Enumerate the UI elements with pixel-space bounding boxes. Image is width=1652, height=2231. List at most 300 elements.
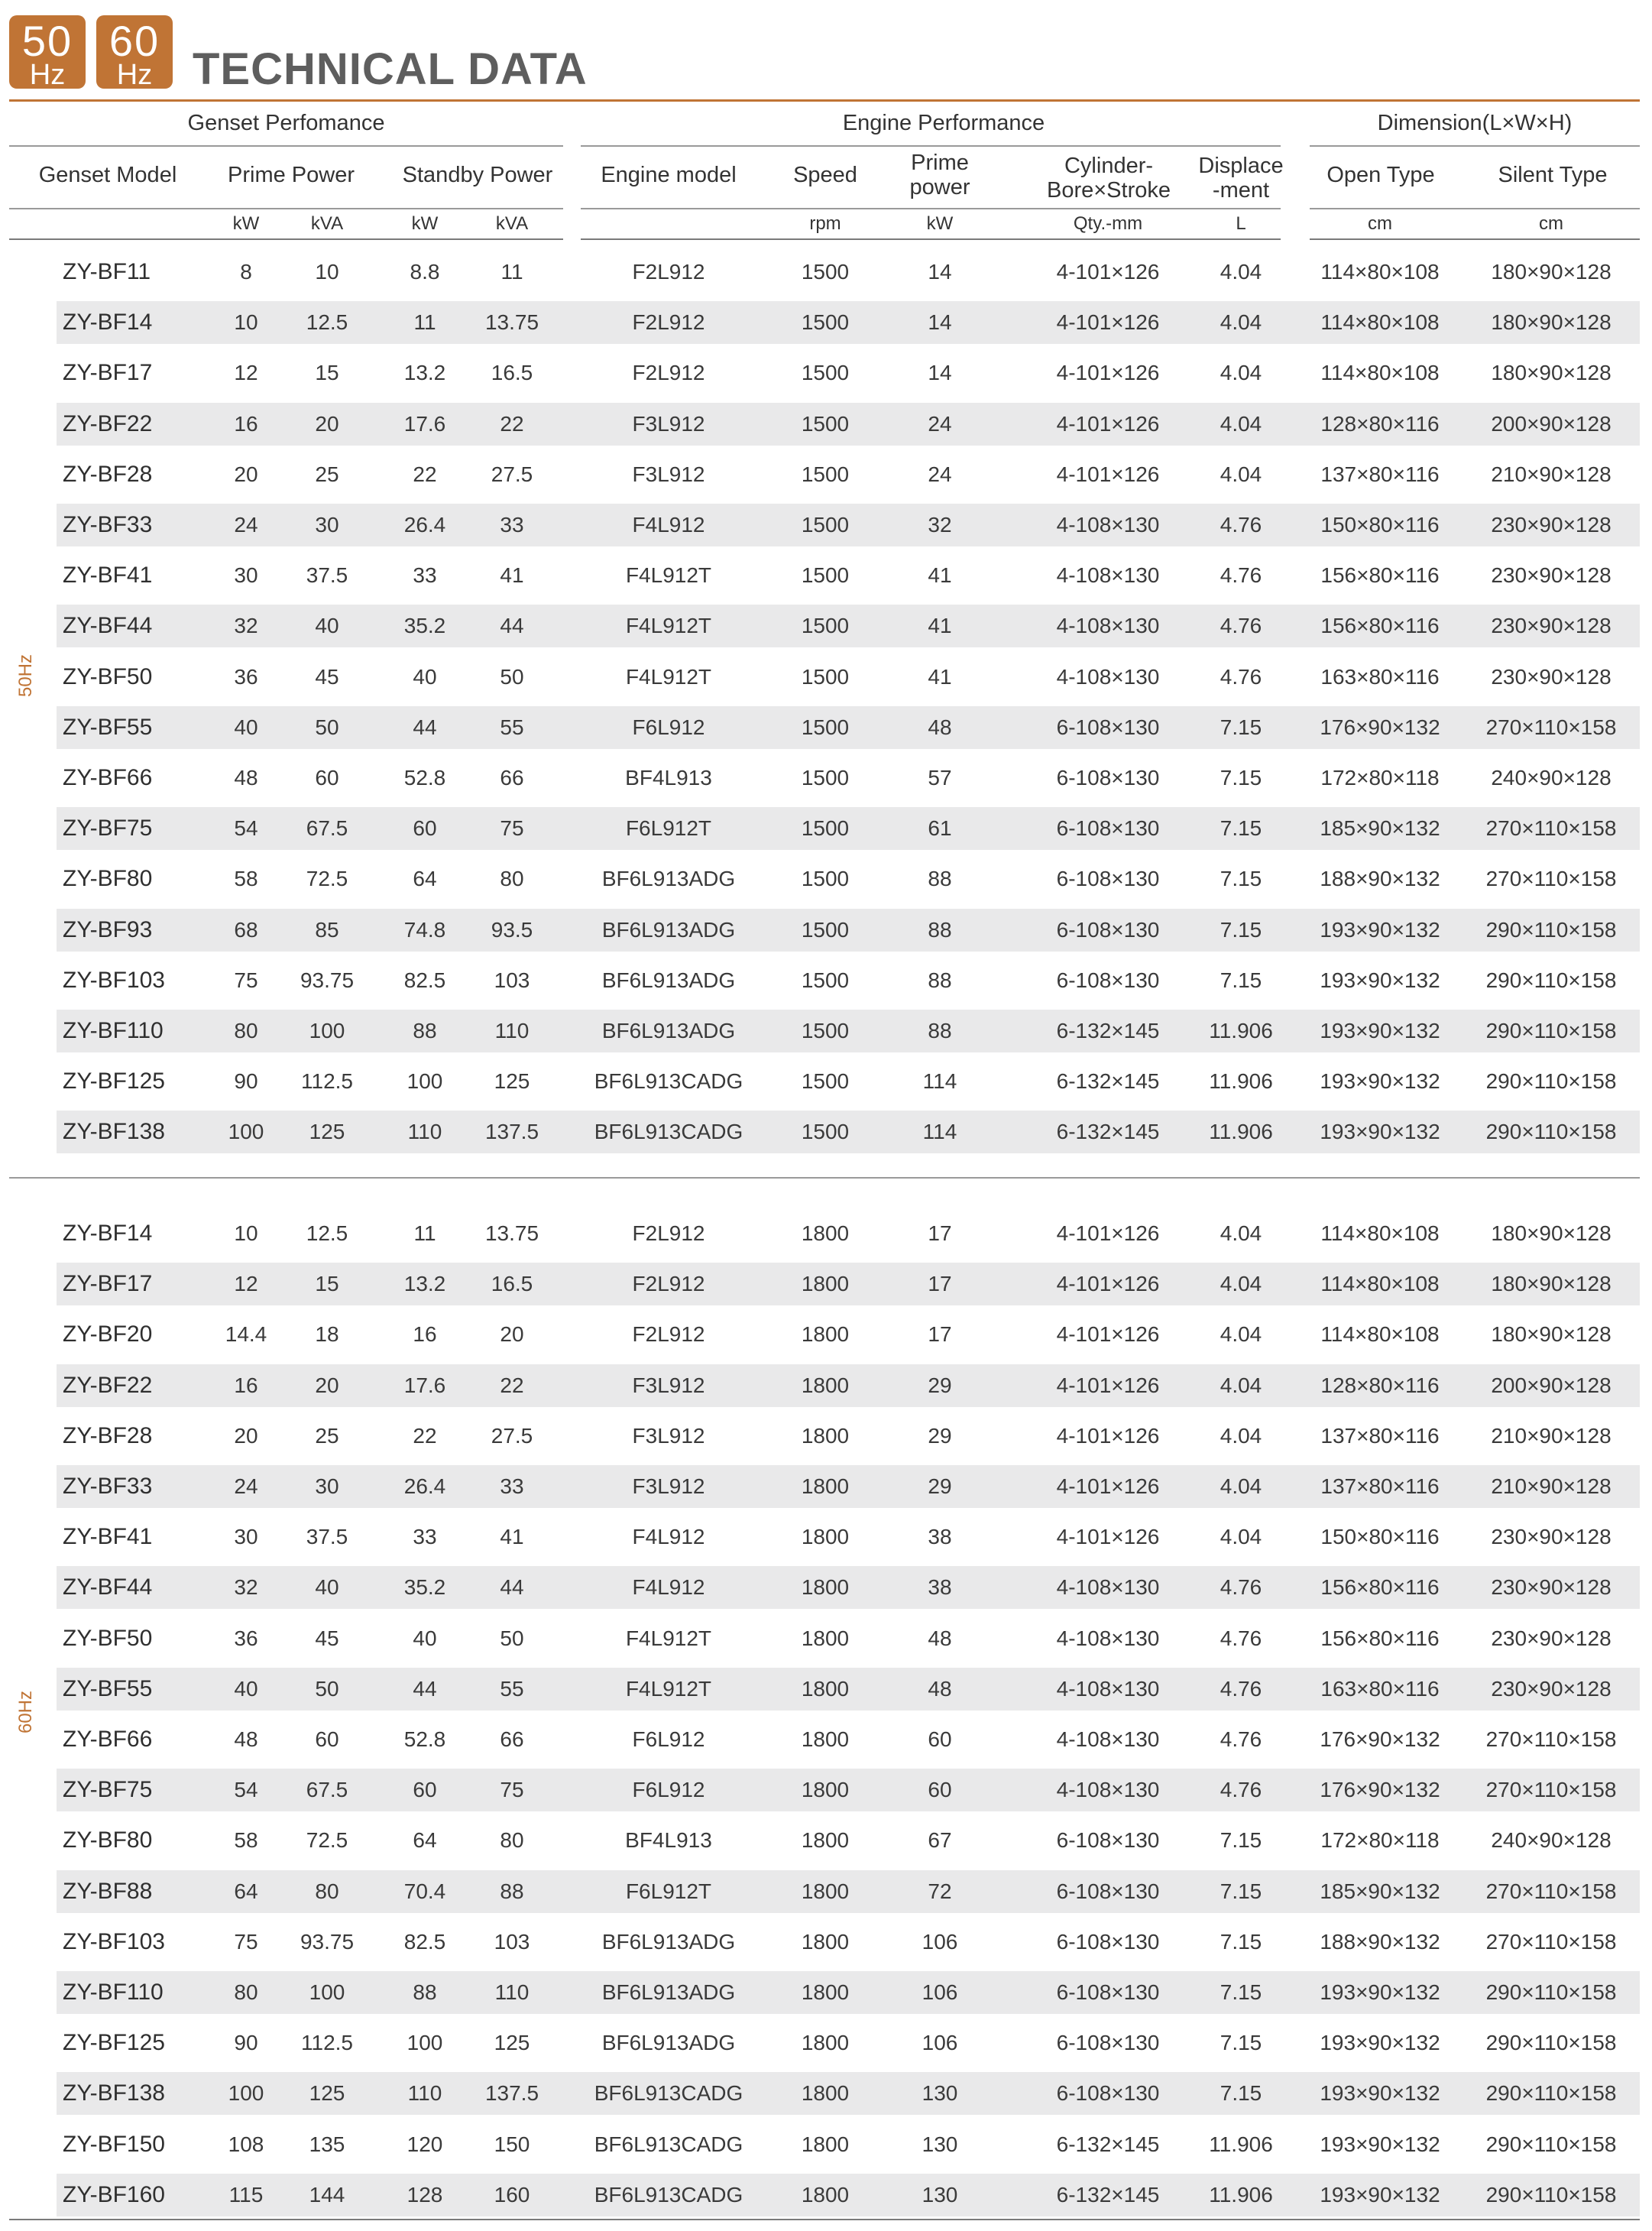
- cell-engine-kw: 29: [928, 1474, 952, 1498]
- cell-engine-model: F3L912: [632, 462, 705, 486]
- cell-standby-kw: 52.8: [403, 1727, 446, 1751]
- cell-prime-kw: 10: [234, 1221, 258, 1245]
- page-title: TECHNICAL DATA: [193, 44, 588, 94]
- cell-genset-model: ZY-BF138: [63, 1119, 165, 1145]
- cell-genset-model: ZY-BF75: [63, 1777, 153, 1803]
- cell-standby-kva: 55: [500, 715, 524, 739]
- cell-speed: 1800: [801, 1272, 850, 1296]
- cell-silent-dimension: 200×90×128: [1491, 411, 1612, 436]
- cell-silent-dimension: 290×110×158: [1485, 1980, 1617, 2004]
- cell-prime-kva: 144: [309, 2182, 345, 2207]
- cell-prime-kva: 45: [315, 664, 339, 689]
- cell-open-dimension: 114×80×108: [1320, 260, 1440, 284]
- cell-engine-model: F2L912: [632, 1272, 705, 1296]
- col-header-standby-power: Standby Power: [402, 163, 553, 187]
- unit-standby-kw: kW: [411, 213, 439, 234]
- cell-prime-kva: 30: [315, 513, 339, 537]
- cell-genset-model: ZY-BF125: [63, 1068, 165, 1094]
- cell-standby-kva: 41: [500, 1525, 524, 1549]
- cell-genset-model: ZY-BF28: [63, 461, 153, 487]
- table-row: [57, 1415, 1640, 1458]
- cell-engine-kw: 48: [928, 1676, 952, 1701]
- cell-open-dimension: 163×80×116: [1320, 664, 1440, 689]
- cell-cylinder: 4-101×126: [1056, 1474, 1160, 1498]
- cell-prime-kw: 14.4: [225, 1322, 267, 1347]
- cell-silent-dimension: 180×90×128: [1491, 1272, 1612, 1296]
- cell-engine-kw: 17: [928, 1322, 952, 1347]
- cell-cylinder: 6-132×145: [1056, 2182, 1160, 2207]
- cell-speed: 1800: [801, 1474, 850, 1498]
- cell-prime-kva: 37.5: [306, 1525, 348, 1549]
- cell-cylinder: 4-101×126: [1056, 361, 1160, 385]
- cell-prime-kw: 12: [234, 361, 258, 385]
- cell-engine-kw: 130: [922, 2182, 958, 2207]
- cell-genset-model: ZY-BF41: [63, 563, 153, 589]
- cell-engine-model: BF6L913ADG: [601, 867, 736, 891]
- cell-silent-dimension: 290×110×158: [1485, 917, 1617, 942]
- cell-open-dimension: 193×90×132: [1320, 1069, 1440, 1094]
- cell-genset-model: ZY-BF11: [63, 259, 151, 284]
- badge-60hz: [96, 15, 173, 89]
- cell-prime-kva: 93.75: [300, 968, 355, 992]
- cell-open-dimension: 176×90×132: [1320, 1727, 1440, 1751]
- cell-displacement: 7.15: [1220, 816, 1262, 841]
- cell-silent-dimension: 180×90×128: [1491, 1221, 1612, 1245]
- table-row: [57, 1718, 1640, 1761]
- group-rule-dimension: [1310, 145, 1640, 147]
- cell-engine-model: F2L912: [632, 361, 705, 385]
- cell-prime-kw: 16: [234, 411, 258, 436]
- cell-silent-dimension: 180×90×128: [1491, 361, 1612, 385]
- cell-displacement: 7.15: [1220, 715, 1262, 739]
- cell-standby-kw: 120: [407, 2132, 443, 2156]
- cell-open-dimension: 150×80×116: [1320, 513, 1440, 537]
- cell-silent-dimension: 230×90×128: [1491, 1676, 1612, 1701]
- cell-standby-kw: 110: [407, 1120, 442, 1144]
- cell-prime-kw: 80: [234, 1980, 258, 2004]
- cell-silent-dimension: 230×90×128: [1491, 614, 1612, 638]
- cell-prime-kw: 80: [234, 1019, 258, 1043]
- cell-silent-dimension: 270×110×158: [1485, 1929, 1617, 1954]
- cell-speed: 1500: [801, 513, 850, 537]
- table-row: [57, 706, 1640, 749]
- cell-speed: 1500: [801, 1120, 850, 1144]
- cell-displacement: 4.04: [1220, 1474, 1262, 1498]
- cell-displacement: 4.04: [1220, 1525, 1262, 1549]
- cell-standby-kw: 64: [413, 1828, 437, 1853]
- table-row: [57, 2072, 1640, 2115]
- cell-prime-kw: 90: [234, 2031, 258, 2055]
- cell-prime-kw: 30: [234, 1525, 258, 1549]
- cell-silent-dimension: 210×90×128: [1491, 462, 1612, 486]
- cell-open-dimension: 188×90×132: [1320, 867, 1440, 891]
- cell-standby-kw: 17.6: [403, 1373, 446, 1397]
- cell-cylinder: 6-108×130: [1056, 715, 1160, 739]
- cell-silent-dimension: 230×90×128: [1491, 664, 1612, 689]
- cell-silent-dimension: 270×110×158: [1485, 715, 1617, 739]
- cell-standby-kva: 33: [500, 1474, 524, 1498]
- cell-engine-model: F4L912T: [625, 664, 712, 689]
- cell-speed: 1500: [801, 614, 850, 638]
- cell-cylinder: 4-101×126: [1056, 1322, 1160, 1347]
- table-row: [57, 909, 1640, 952]
- cell-silent-dimension: 230×90×128: [1491, 513, 1612, 537]
- cell-standby-kva: 66: [500, 766, 524, 790]
- cell-prime-kw: 64: [234, 1879, 258, 1903]
- cell-genset-model: ZY-BF17: [63, 1271, 153, 1297]
- cell-displacement: 11.906: [1209, 2182, 1273, 2207]
- col-header-displacement-2: -ment: [1212, 178, 1270, 203]
- cell-engine-model: F4L912: [632, 513, 705, 537]
- cell-standby-kw: 17.6: [403, 411, 446, 436]
- cell-displacement: 4.76: [1220, 1575, 1262, 1600]
- cell-standby-kw: 26.4: [403, 1474, 446, 1498]
- header-bottom-rule-engine: [581, 238, 1281, 240]
- cell-open-dimension: 193×90×132: [1320, 917, 1440, 942]
- cell-prime-kw: 48: [234, 1727, 258, 1751]
- cell-prime-kw: 75: [234, 968, 258, 992]
- cell-open-dimension: 114×80×108: [1320, 1272, 1440, 1296]
- cell-standby-kva: 22: [500, 411, 524, 436]
- cell-open-dimension: 156×80×116: [1320, 563, 1440, 588]
- cell-standby-kva: 150: [494, 2132, 530, 2156]
- cell-standby-kw: 100: [407, 2031, 443, 2055]
- cell-standby-kva: 66: [500, 1727, 524, 1751]
- cell-engine-model: F4L912: [632, 1525, 705, 1549]
- cell-standby-kva: 110: [494, 1980, 530, 2004]
- cell-standby-kva: 55: [500, 1676, 524, 1701]
- col-header-engine-prime-2: power: [909, 175, 970, 199]
- table-row: [57, 554, 1640, 597]
- cell-engine-kw: 88: [928, 867, 952, 891]
- cell-engine-model: BF6L913CADG: [594, 2081, 743, 2106]
- table-row: [57, 1263, 1640, 1305]
- col-header-cylinder-1: Cylinder-: [1064, 154, 1154, 178]
- table-row: [57, 605, 1640, 647]
- cell-displacement: 7.15: [1220, 1879, 1262, 1903]
- table-row: [57, 858, 1640, 900]
- table-row: [57, 352, 1640, 394]
- cell-standby-kva: 125: [494, 2031, 530, 2055]
- cell-displacement: 7.15: [1220, 867, 1262, 891]
- table-row: [57, 1566, 1640, 1609]
- table-row: [57, 757, 1640, 799]
- cell-genset-model: ZY-BF22: [63, 410, 153, 436]
- cell-standby-kva: 103: [494, 1929, 530, 1954]
- cell-prime-kva: 50: [315, 715, 339, 739]
- cell-engine-model: F4L912T: [625, 1676, 712, 1701]
- cell-genset-model: ZY-BF125: [63, 2030, 165, 2056]
- cell-prime-kw: 36: [234, 1626, 258, 1650]
- cell-engine-model: F4L912: [632, 1575, 705, 1600]
- cell-silent-dimension: 290×110×158: [1485, 2031, 1617, 2055]
- cell-standby-kw: 82.5: [403, 968, 446, 992]
- cell-standby-kva: 93.5: [491, 917, 533, 942]
- cell-standby-kw: 44: [413, 1676, 437, 1701]
- cell-prime-kva: 12.5: [306, 1221, 348, 1245]
- cell-standby-kw: 100: [407, 1069, 443, 1094]
- cell-prime-kva: 40: [315, 1575, 339, 1600]
- cell-engine-model: F2L912: [632, 1221, 705, 1245]
- cell-speed: 1800: [801, 1373, 850, 1397]
- cell-standby-kw: 11: [413, 1221, 436, 1245]
- cell-standby-kw: 74.8: [403, 917, 446, 942]
- cell-speed: 1800: [801, 1221, 850, 1245]
- cell-genset-model: ZY-BF93: [63, 916, 153, 942]
- cell-displacement: 4.76: [1220, 614, 1262, 638]
- cell-engine-kw: 114: [922, 1120, 957, 1144]
- cell-standby-kw: 22: [413, 1423, 437, 1448]
- cell-standby-kva: 22: [500, 1373, 524, 1397]
- cell-open-dimension: 193×90×132: [1320, 2031, 1440, 2055]
- cell-cylinder: 6-108×130: [1056, 867, 1160, 891]
- badge-60-number: 60: [109, 17, 160, 65]
- cell-standby-kva: 41: [500, 563, 524, 588]
- table-row: [57, 1010, 1640, 1052]
- cell-standby-kva: 44: [500, 614, 524, 638]
- cell-speed: 1800: [801, 1322, 850, 1347]
- cell-engine-kw: 14: [928, 361, 952, 385]
- cell-engine-kw: 57: [928, 766, 952, 790]
- cell-displacement: 4.04: [1220, 1221, 1262, 1245]
- cell-genset-model: ZY-BF14: [63, 310, 153, 336]
- cell-speed: 1500: [801, 1019, 850, 1043]
- cell-standby-kw: 13.2: [403, 1272, 446, 1296]
- cell-standby-kva: 103: [494, 968, 530, 992]
- unit-prime-kva: kVA: [310, 213, 344, 234]
- cell-silent-dimension: 240×90×128: [1491, 766, 1612, 790]
- cell-engine-model: BF6L913CADG: [594, 1120, 743, 1144]
- cell-open-dimension: 176×90×132: [1320, 1778, 1440, 1802]
- cell-prime-kw: 108: [228, 2132, 264, 2156]
- cell-engine-model: BF6L913ADG: [601, 2031, 736, 2055]
- cell-speed: 1800: [801, 1929, 850, 1954]
- cell-prime-kw: 54: [234, 816, 258, 841]
- cell-standby-kw: 60: [413, 816, 437, 841]
- table-row: [57, 1921, 1640, 1963]
- table-row: [57, 1870, 1640, 1913]
- cell-standby-kw: 60: [413, 1778, 437, 1802]
- cell-speed: 1800: [801, 1778, 850, 1802]
- cell-open-dimension: 193×90×132: [1320, 1120, 1440, 1144]
- cell-engine-model: BF6L913ADG: [601, 1929, 736, 1954]
- cell-speed: 1800: [801, 1727, 850, 1751]
- cell-standby-kva: 88: [500, 1879, 524, 1903]
- table-row: [57, 1111, 1640, 1153]
- cell-standby-kva: 75: [500, 816, 524, 841]
- cell-prime-kw: 100: [228, 2081, 264, 2106]
- cell-cylinder: 4-101×126: [1056, 1525, 1160, 1549]
- cell-open-dimension: 176×90×132: [1320, 715, 1440, 739]
- cell-standby-kw: 82.5: [403, 1929, 446, 1954]
- table-bottom-rule: [9, 2219, 1640, 2220]
- cell-standby-kw: 8.8: [410, 260, 440, 284]
- cell-cylinder: 6-108×130: [1056, 816, 1160, 841]
- cell-open-dimension: 172×80×118: [1320, 1828, 1440, 1853]
- cell-prime-kva: 67.5: [306, 816, 348, 841]
- cell-speed: 1500: [801, 411, 850, 436]
- cell-displacement: 11.906: [1209, 2132, 1273, 2156]
- cell-genset-model: ZY-BF80: [63, 1827, 153, 1853]
- cell-speed: 1500: [801, 361, 850, 385]
- cell-silent-dimension: 240×90×128: [1491, 1828, 1612, 1853]
- cell-silent-dimension: 290×110×158: [1485, 1069, 1617, 1094]
- cell-engine-model: F2L912: [632, 310, 705, 335]
- cell-cylinder: 6-108×130: [1056, 968, 1160, 992]
- cell-standby-kva: 16.5: [491, 361, 533, 385]
- cell-prime-kva: 60: [315, 766, 339, 790]
- cell-speed: 1800: [801, 1423, 850, 1448]
- cell-engine-model: BF6L913ADG: [601, 917, 736, 942]
- table-row: [57, 1516, 1640, 1558]
- cell-standby-kva: 33: [500, 513, 524, 537]
- cell-standby-kw: 16: [413, 1322, 437, 1347]
- cell-prime-kw: 32: [234, 1575, 258, 1600]
- cell-genset-model: ZY-BF55: [63, 714, 153, 740]
- cell-genset-model: ZY-BF33: [63, 512, 153, 537]
- badge-60-unit: Hz: [116, 59, 153, 91]
- table-row: [57, 504, 1640, 546]
- unit-displacement: L: [1236, 213, 1246, 234]
- cell-open-dimension: 137×80×116: [1320, 462, 1440, 486]
- cell-engine-kw: 130: [922, 2132, 958, 2156]
- cell-engine-kw: 72: [928, 1879, 952, 1903]
- table-row: [57, 251, 1640, 293]
- cell-engine-model: BF6L913CADG: [594, 1069, 743, 1094]
- header-bottom-rule-dimension: [1310, 238, 1640, 240]
- cell-cylinder: 6-108×130: [1056, 2031, 1160, 2055]
- cell-standby-kw: 35.2: [403, 1575, 446, 1600]
- cell-prime-kw: 75: [234, 1929, 258, 1954]
- cell-cylinder: 4-101×126: [1056, 1221, 1160, 1245]
- cell-open-dimension: 150×80×116: [1320, 1525, 1440, 1549]
- table-row: [57, 807, 1640, 850]
- cell-cylinder: 6-108×130: [1056, 917, 1160, 942]
- unit-speed: rpm: [809, 213, 841, 234]
- cell-engine-model: F4L912T: [625, 563, 712, 588]
- cell-prime-kw: 16: [234, 1373, 258, 1397]
- header-bottom-rule-genset: [9, 238, 563, 240]
- table-row: [57, 1212, 1640, 1255]
- cell-displacement: 4.76: [1220, 1626, 1262, 1650]
- col-header-engine-model: Engine model: [601, 163, 737, 187]
- cell-prime-kva: 85: [315, 917, 339, 942]
- table-row: [57, 403, 1640, 446]
- cell-genset-model: ZY-BF41: [63, 1524, 153, 1550]
- cell-standby-kw: 13.2: [403, 361, 446, 385]
- cell-open-dimension: 193×90×132: [1320, 2132, 1440, 2156]
- table-row: [57, 2022, 1640, 2064]
- cell-cylinder: 6-132×145: [1056, 2132, 1160, 2156]
- cell-prime-kva: 125: [309, 2081, 345, 2106]
- cell-silent-dimension: 230×90×128: [1491, 1626, 1612, 1650]
- cell-cylinder: 4-108×130: [1056, 513, 1160, 537]
- title-divider: [9, 99, 1640, 102]
- cell-displacement: 4.76: [1220, 664, 1262, 689]
- cell-silent-dimension: 290×110×158: [1485, 1120, 1617, 1144]
- cell-genset-model: ZY-BF50: [63, 1625, 153, 1651]
- cell-engine-model: F3L912: [632, 1373, 705, 1397]
- cell-cylinder: 6-132×145: [1056, 1019, 1160, 1043]
- cell-prime-kva: 112.5: [301, 2031, 353, 2055]
- cell-standby-kva: 80: [500, 867, 524, 891]
- cell-speed: 1500: [801, 260, 850, 284]
- cell-speed: 1800: [801, 2081, 850, 2106]
- cell-engine-model: F4L912T: [625, 614, 712, 638]
- cell-silent-dimension: 270×110×158: [1485, 1879, 1617, 1903]
- cell-genset-model: ZY-BF110: [63, 1018, 164, 1043]
- cell-engine-kw: 60: [928, 1778, 952, 1802]
- unit-open: cm: [1368, 213, 1392, 234]
- cell-speed: 1500: [801, 917, 850, 942]
- cell-open-dimension: 156×80×116: [1320, 614, 1440, 638]
- cell-engine-kw: 41: [928, 664, 952, 689]
- cell-standby-kva: 160: [494, 2182, 530, 2207]
- cell-silent-dimension: 210×90×128: [1491, 1474, 1612, 1498]
- cell-engine-model: BF6L913ADG: [601, 1980, 736, 2004]
- cell-prime-kva: 72.5: [306, 1828, 348, 1853]
- cell-prime-kva: 30: [315, 1474, 339, 1498]
- cell-engine-model: F6L912T: [625, 816, 712, 841]
- cell-prime-kw: 32: [234, 614, 258, 638]
- cell-open-dimension: 128×80×116: [1320, 1373, 1440, 1397]
- cell-silent-dimension: 180×90×128: [1491, 260, 1612, 284]
- cell-standby-kw: 11: [413, 310, 436, 335]
- unit-prime-kw: kW: [232, 213, 260, 234]
- section-label-60hz: 60Hz: [15, 1690, 36, 1734]
- col-header-speed: Speed: [793, 163, 857, 187]
- cell-standby-kw: 64: [413, 867, 437, 891]
- cell-cylinder: 4-108×130: [1056, 664, 1160, 689]
- cell-prime-kw: 24: [234, 513, 258, 537]
- cell-genset-model: ZY-BF17: [63, 360, 153, 386]
- col-header-silent-type: Silent Type: [1498, 163, 1608, 187]
- cell-cylinder: 6-108×130: [1056, 2081, 1160, 2106]
- cell-prime-kw: 48: [234, 766, 258, 790]
- cell-silent-dimension: 230×90×128: [1491, 1525, 1612, 1549]
- col-header-genset-model: Genset Model: [38, 163, 177, 187]
- cell-open-dimension: 193×90×132: [1320, 2081, 1440, 2106]
- cell-standby-kva: 44: [500, 1575, 524, 1600]
- cell-displacement: 11.906: [1209, 1120, 1273, 1144]
- cell-engine-kw: 41: [928, 563, 952, 588]
- cell-engine-kw: 29: [928, 1373, 952, 1397]
- cell-cylinder: 4-101×126: [1056, 462, 1160, 486]
- cell-cylinder: 4-101×126: [1056, 1373, 1160, 1397]
- cell-prime-kw: 40: [234, 715, 258, 739]
- cell-open-dimension: 137×80×116: [1320, 1474, 1440, 1498]
- cell-open-dimension: 188×90×132: [1320, 1929, 1440, 1954]
- table-row: [57, 959, 1640, 1002]
- table-row: [57, 301, 1640, 344]
- cell-engine-kw: 24: [928, 462, 952, 486]
- cell-open-dimension: 114×80×108: [1320, 1322, 1440, 1347]
- cell-engine-kw: 48: [928, 1626, 952, 1650]
- cell-speed: 1500: [801, 1069, 850, 1094]
- cell-displacement: 4.76: [1220, 1676, 1262, 1701]
- cell-engine-kw: 17: [928, 1221, 952, 1245]
- cell-silent-dimension: 180×90×128: [1491, 1322, 1612, 1347]
- cell-prime-kva: 50: [315, 1676, 339, 1701]
- cell-engine-kw: 41: [928, 614, 952, 638]
- cell-standby-kw: 52.8: [403, 766, 446, 790]
- cell-silent-dimension: 290×110×158: [1485, 2081, 1617, 2106]
- cell-standby-kw: 33: [413, 1525, 437, 1549]
- group-rule-engine: [581, 145, 1281, 147]
- cell-prime-kva: 40: [315, 614, 339, 638]
- table-row: [57, 1617, 1640, 1660]
- cell-prime-kw: 58: [234, 1828, 258, 1853]
